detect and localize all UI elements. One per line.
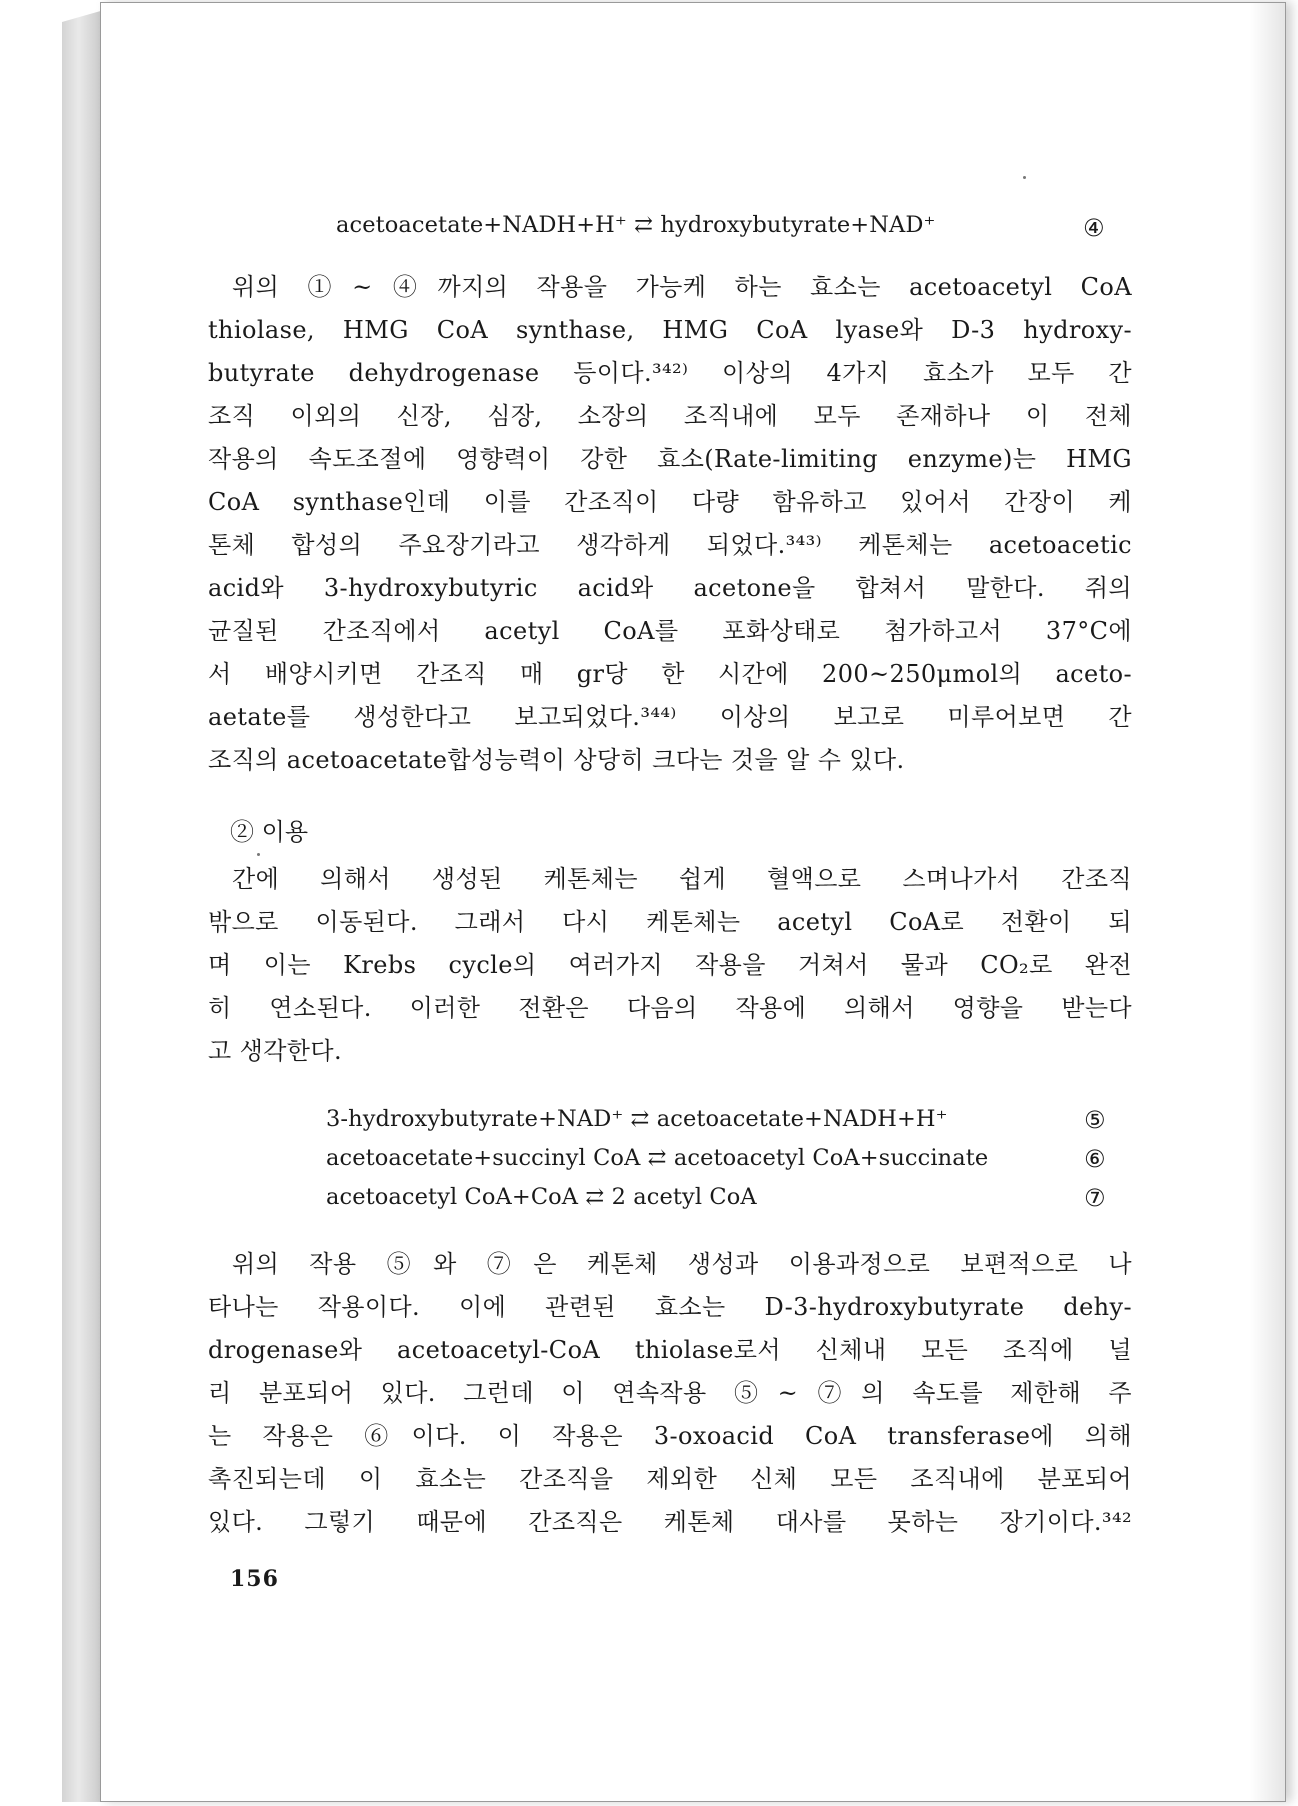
paragraph-line: 밖으로 이동된다. 그래서 다시 케톤체는 acetyl CoA로 전환이 되 xyxy=(208,908,1132,936)
paragraph-line: acid와 3-hydroxybutyric acid와 acetone을 합쳐서 말한다. 쥐의 xyxy=(208,574,1132,602)
page-number: 156 xyxy=(230,1566,279,1592)
speck xyxy=(257,853,260,856)
section-heading: ② 이용 xyxy=(230,818,308,846)
paragraph-line: drogenase와 acetoacetyl-CoA thiolase로서 신체내 모든 조직에 널 xyxy=(208,1336,1132,1364)
paragraph-line: 촉진되는데 이 효소는 간조직을 제외한 신체 모든 조직내에 분포되어 xyxy=(208,1465,1132,1493)
paragraph-line: 고 생각한다. xyxy=(208,1037,342,1065)
paragraph-2 xyxy=(208,858,1132,1073)
equation-5-text: 3-hydroxybutyrate+NAD⁺ ⇄ acetoacetate+NADH+H⁺ xyxy=(326,1106,948,1132)
paragraph-line: butyrate dehydrogenase 등이다.³⁴²⁾ 이상의 4가지 효소가 모두 간 xyxy=(208,359,1132,387)
paragraph-line: 조직의 acetoacetate합성능력이 상당히 크다는 것을 알 수 있다. xyxy=(208,746,905,774)
paragraph-line: 있다. 그렇기 때문에 간조직은 케톤체 대사를 못하는 장기이다.³⁴² xyxy=(208,1508,1132,1536)
equation-7-text: acetoacetyl CoA+CoA ⇄ 2 acetyl CoA xyxy=(326,1184,757,1210)
speck xyxy=(1023,176,1026,179)
paragraph-line: thiolase, HMG CoA synthase, HMG CoA lyase와 D-3 hydroxy- xyxy=(208,316,1132,344)
paragraph-line: 리 분포되어 있다. 그런데 이 연속작용 ⑤~⑦의 속도를 제한해 주 xyxy=(208,1379,1132,1407)
paragraph-line: 는 작용은 ⑥이다. 이 작용은 3-oxoacid CoA transferase에 의해 xyxy=(208,1422,1132,1450)
equation-5-number: ⑤ xyxy=(1084,1106,1106,1134)
paragraph-line: 톤체 합성의 주요장기라고 생각하게 되었다.³⁴³⁾ 케톤체는 acetoacetic xyxy=(208,531,1132,559)
paragraph-3 xyxy=(208,1243,1132,1544)
paragraph-line: 타나는 작용이다. 이에 관련된 효소는 D-3-hydroxybutyrate dehy- xyxy=(208,1293,1132,1321)
equation-4-number: ④ xyxy=(1083,214,1105,242)
paragraph-line: 균질된 간조직에서 acetyl CoA를 포화상태로 첨가하고서 37°C에 xyxy=(208,617,1132,645)
paragraph-line: 위의 ①~④까지의 작용을 가능케 하는 효소는 acetoacetyl CoA xyxy=(232,273,1132,301)
paragraph-line: 위의 작용 ⑤와 ⑦은 케톤체 생성과 이용과정으로 보편적으로 나 xyxy=(232,1250,1132,1278)
equation-7-number: ⑦ xyxy=(1084,1184,1106,1212)
paragraph-line: CoA synthase인데 이를 간조직이 다량 함유하고 있어서 간장이 케 xyxy=(208,488,1132,516)
paragraph-line: 조직 이외의 신장, 심장, 소장의 조직내에 모두 존재하나 이 전체 xyxy=(208,402,1132,430)
equation-4-text: acetoacetate+NADH+H⁺ ⇄ hydroxybutyrate+NAD⁺ xyxy=(336,212,936,238)
paragraph-line: aetate를 생성한다고 보고되었다.³⁴⁴⁾ 이상의 보고로 미루어보면 간 xyxy=(208,703,1132,731)
paragraph-line: 히 연소된다. 이러한 전환은 다음의 작용에 의해서 영향을 받는다 xyxy=(208,994,1132,1022)
paragraph-line: 며 이는 Krebs cycle의 여러가지 작용을 거쳐서 물과 CO₂로 완전 xyxy=(208,951,1132,979)
equation-6-number: ⑥ xyxy=(1084,1145,1106,1173)
paragraph-1 xyxy=(208,266,1132,782)
paragraph-line: 서 배양시키면 간조직 매 gr당 한 시간에 200~250μmol의 aceto- xyxy=(208,660,1132,688)
equation-6-text: acetoacetate+succinyl CoA ⇄ acetoacetyl CoA+succinate xyxy=(326,1145,989,1171)
paragraph-line: 작용의 속도조절에 영향력이 강한 효소(Rate-limiting enzyme)는 HMG xyxy=(208,445,1132,473)
paragraph-line: 간에 의해서 생성된 케톤체는 쉽게 혈액으로 스며나가서 간조직 xyxy=(232,865,1132,893)
